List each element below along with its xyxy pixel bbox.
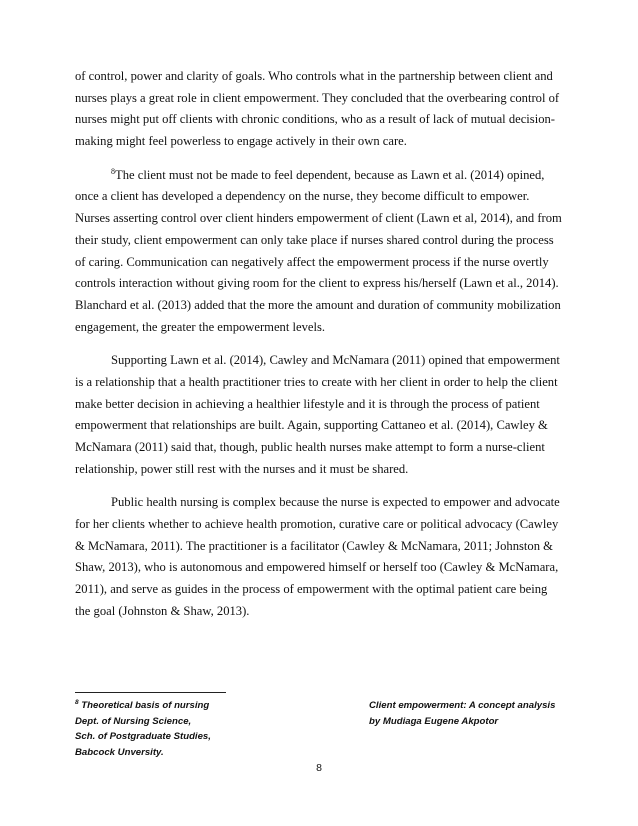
footnote-line: [75, 698, 335, 714]
paragraph-3: [75, 350, 571, 480]
footnote-marker: 8: [111, 166, 115, 176]
text-line: empowerment that relationships are built. Again, supporting Cattaneo et al. (2014), Cawley &: [75, 418, 548, 433]
text-line: making might feel powerless to engage actively in their own care.: [75, 134, 407, 149]
footnote-line: Sch. of Postgraduate Studies,: [75, 731, 211, 742]
text-line: Supporting Lawn et al. (2014), Cawley and McNamara (2011) opined that empowerment: [111, 353, 560, 368]
footnote-separator: [75, 692, 226, 693]
footnote-line: Babcock Unversity.: [75, 746, 164, 758]
text-line: Nurses asserting control over client hinders empowerment of client (Lawn et al, 2014), and from: [75, 211, 562, 226]
text-line: of control, power and clarity of goals. Who controls what in the partnership between client and: [75, 69, 553, 83]
paragraph-2: [75, 165, 571, 339]
text-line: make better decision in achieving a healthier lifestyle and it is through the process of patient: [75, 396, 540, 411]
text-line: 2011), and serve as guides in the process of empowerment with the optimal patient care being: [75, 582, 548, 597]
text-line: [75, 165, 571, 187]
running-footer: [369, 698, 569, 729]
text-line-content: The client must not be made to feel dependent, because as Lawn et al. (2014) opined,: [115, 167, 545, 182]
text-line: for her clients whether to achieve health promotion, curative care or political advocacy (Cawley: [75, 517, 559, 532]
text-line: nurses plays a great role in client empowerment. They concluded that the overbearing control of: [75, 90, 560, 105]
text-line: engagement, the greater the empowerment levels.: [75, 319, 326, 334]
text-line: McNamara (2011) said that, though, public health nurses make attempt to form a nurse-client: [75, 440, 545, 454]
footer-line: by Mudiaga Eugene Akpotor: [369, 715, 499, 727]
paragraph-4: [75, 492, 571, 622]
text-line: Shaw, 2013), who is autonomous and empowered himself or herself too (Cawley & McNamara,: [75, 560, 559, 575]
text-line: their study, client empowerment can only take place if nurses shared control during the process: [75, 232, 554, 247]
text-line: Public health nursing is complex because the nurse is expected to empower and advocate: [111, 495, 560, 510]
body-text: [75, 66, 571, 623]
text-line: the goal (Johnston & Shaw, 2013).: [75, 603, 250, 618]
text-line: is a relationship that a health practitioner tries to create with her client in order to help the client: [75, 374, 558, 389]
footer-line: Client empowerment: A concept analysis: [369, 700, 556, 711]
footnote-line: Dept. of Nursing Science,: [75, 715, 192, 727]
text-line: nurses might put off clients with chronic conditions, who as a result of lack of mutual decision-: [75, 112, 555, 127]
text-line: controls interaction without giving room for the client to express his/herself (Lawn et al., 2014).: [75, 276, 559, 291]
text-line: relationship, power still rest with the nurses and it must be shared.: [75, 461, 409, 476]
text-line: of caring. Communication can negatively affect the empowerment process if the nurse overtly: [75, 254, 549, 269]
page-number: 8: [316, 762, 322, 774]
paragraph-1: [75, 66, 571, 153]
footnote: [75, 698, 335, 760]
text-line: once a client has developed a dependency on the nurse, they become difficult to empower.: [75, 189, 530, 204]
text-line: Blanchard et al. (2013) added that the more the amount and duration of community mobilization: [75, 297, 561, 312]
text-line: & McNamara, 2011). The practitioner is a facilitator (Cawley & McNamara, 2011; Johnston &: [75, 538, 553, 553]
footnote-number: 8: [75, 699, 79, 706]
footnote-line-content: Theoretical basis of nursing: [81, 700, 210, 711]
